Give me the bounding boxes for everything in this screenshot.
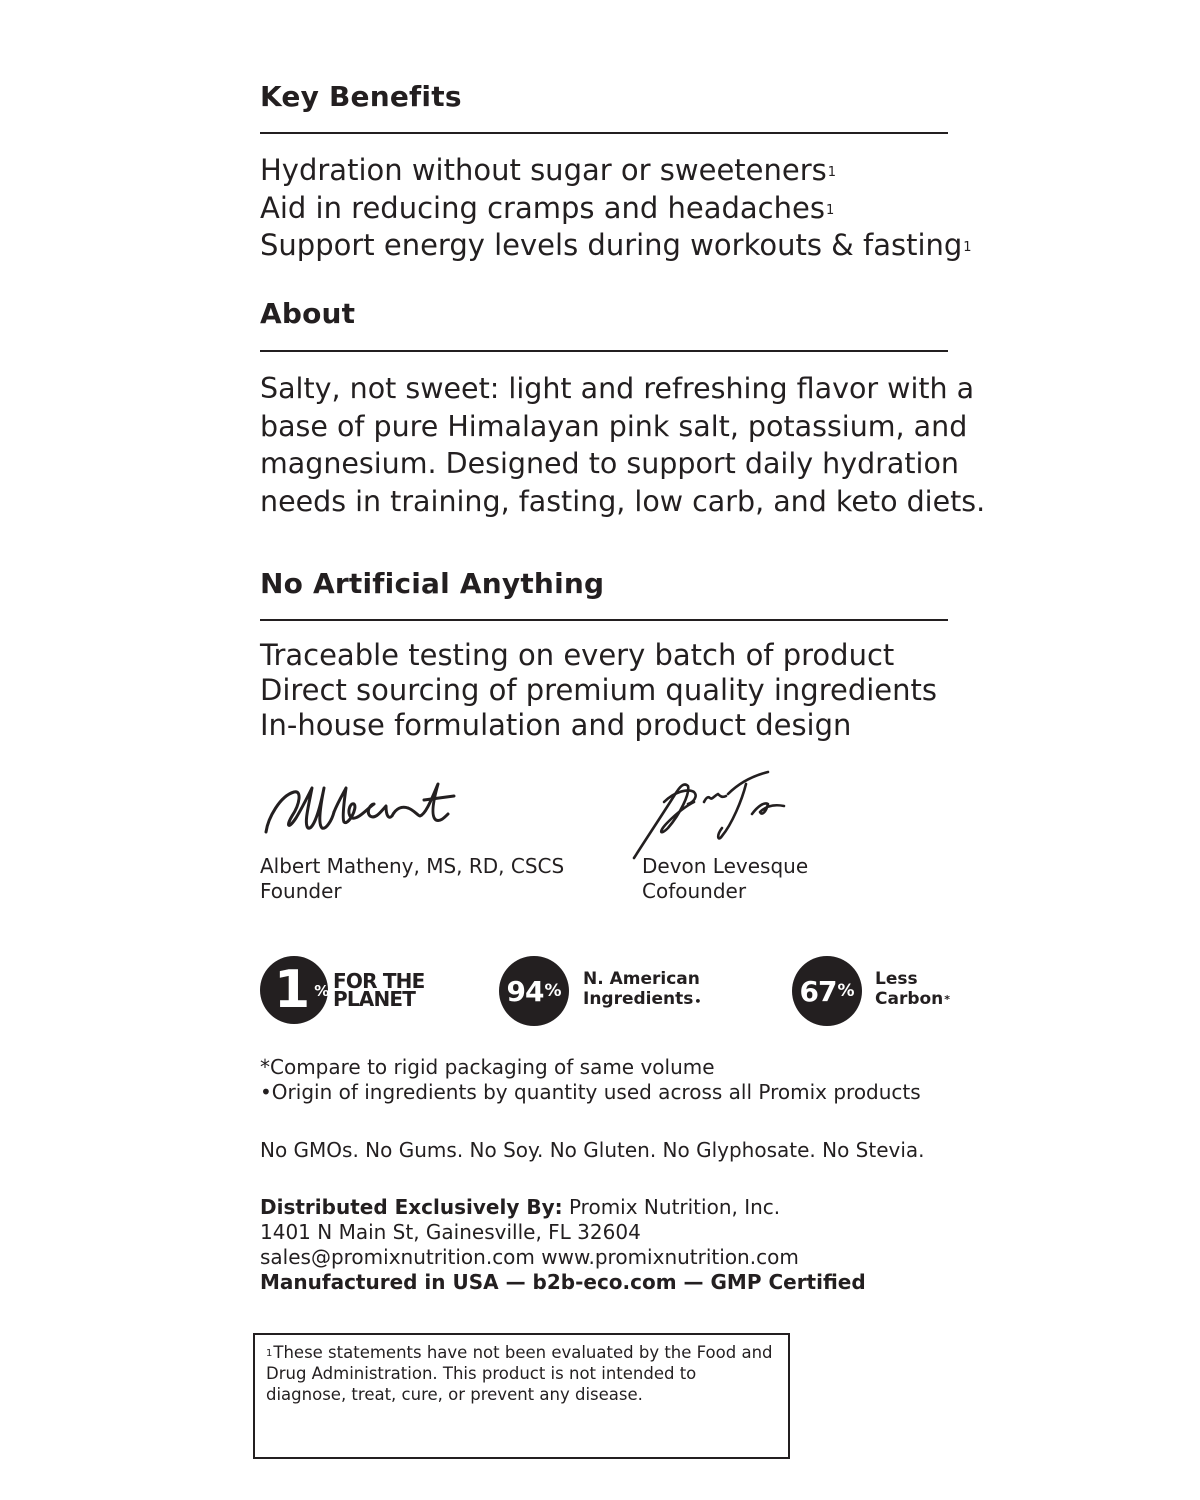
note-ingredients: •Origin of ingredients by quantity used across all Promix products (260, 1080, 921, 1104)
signer-albert (260, 854, 564, 904)
fda-disclaimer (253, 1333, 790, 1459)
percent-circle: 94 % (499, 956, 569, 1026)
no-artificial-heading: No Artificial Anything (260, 567, 605, 600)
about-heading: About (260, 297, 356, 330)
one-percent-logo: 1 % (260, 956, 328, 1024)
footnote-mark: 1 (827, 165, 837, 180)
less-carbon-label: Less Carbon* (875, 969, 951, 1009)
distributor-address: 1401 N Main St, Gainesville, FL 32604 (260, 1220, 641, 1244)
footnote-mark: 1 (963, 240, 972, 255)
no-artificial-list (260, 638, 937, 743)
signer-devon (642, 854, 808, 904)
signer-title: Founder (260, 879, 342, 903)
distributor-company: Promix Nutrition, Inc. (562, 1195, 781, 1219)
key-benefits-list (260, 152, 972, 265)
footnotes (260, 1055, 921, 1105)
percent-circle: 67 % (792, 956, 862, 1026)
divider (260, 619, 948, 621)
list-item: Traceable testing on every batch of product (260, 638, 895, 672)
disclaimer-text: These statements have not been evaluated by the Food and Drug Administration. This product is not intended to diagnose, treat, cure, or prevent any disease. (266, 1343, 773, 1404)
signer-title: Cofounder (642, 879, 747, 903)
distributor-contact: sales@promixnutrition.com www.promixnutrition.com (260, 1245, 799, 1269)
divider (260, 132, 948, 134)
about-line: Salty, not sweet: light and refreshing flavor with a (260, 372, 975, 405)
divider (260, 350, 948, 352)
about-line: magnesium. Designed to support daily hydration (260, 447, 959, 480)
about-text (260, 370, 985, 520)
signer-name: Albert Matheny, MS, RD, CSCS (260, 854, 565, 878)
american-ingredients-label: N. American Ingredients• (583, 969, 702, 1009)
about-line: needs in training, fasting, low carb, and keto diets. (260, 484, 986, 518)
manufactured-line: Manufactured in USA — b2b-eco.com — GMP Certified (260, 1270, 866, 1294)
one-percent-label: FOR THE PLANET (333, 969, 425, 1011)
signer-name: Devon Levesque (642, 854, 809, 878)
about-line: base of pure Himalayan pink salt, potassium, and (260, 409, 968, 443)
footnote-mark: 1 (266, 1348, 273, 1359)
list-item: Hydration without sugar or sweeteners$^1$ (260, 153, 837, 187)
distributor-label: Distributed Exclusively By: (260, 1195, 563, 1219)
footnote-mark: 1 (825, 202, 835, 218)
list-item: In-house formulation and product design (260, 708, 852, 742)
list-item: Aid in reducing cramps and headaches$^1$ (260, 190, 835, 225)
distributor-block (260, 1195, 866, 1295)
list-item: Support energy levels during workouts & fasting$^1$ (260, 228, 972, 262)
note-packaging: *Compare to rigid packaging of same volume (260, 1055, 715, 1079)
free-from-statement: No GMOs. No Gums. No Soy. No Gluten. No Glyphosate. No Stevia. (260, 1138, 925, 1162)
list-item: Direct sourcing of premium quality ingredients (260, 673, 937, 707)
signature-albert (258, 778, 458, 840)
signature-devon (628, 766, 793, 862)
key-benefits-heading: Key Benefits (260, 80, 462, 113)
